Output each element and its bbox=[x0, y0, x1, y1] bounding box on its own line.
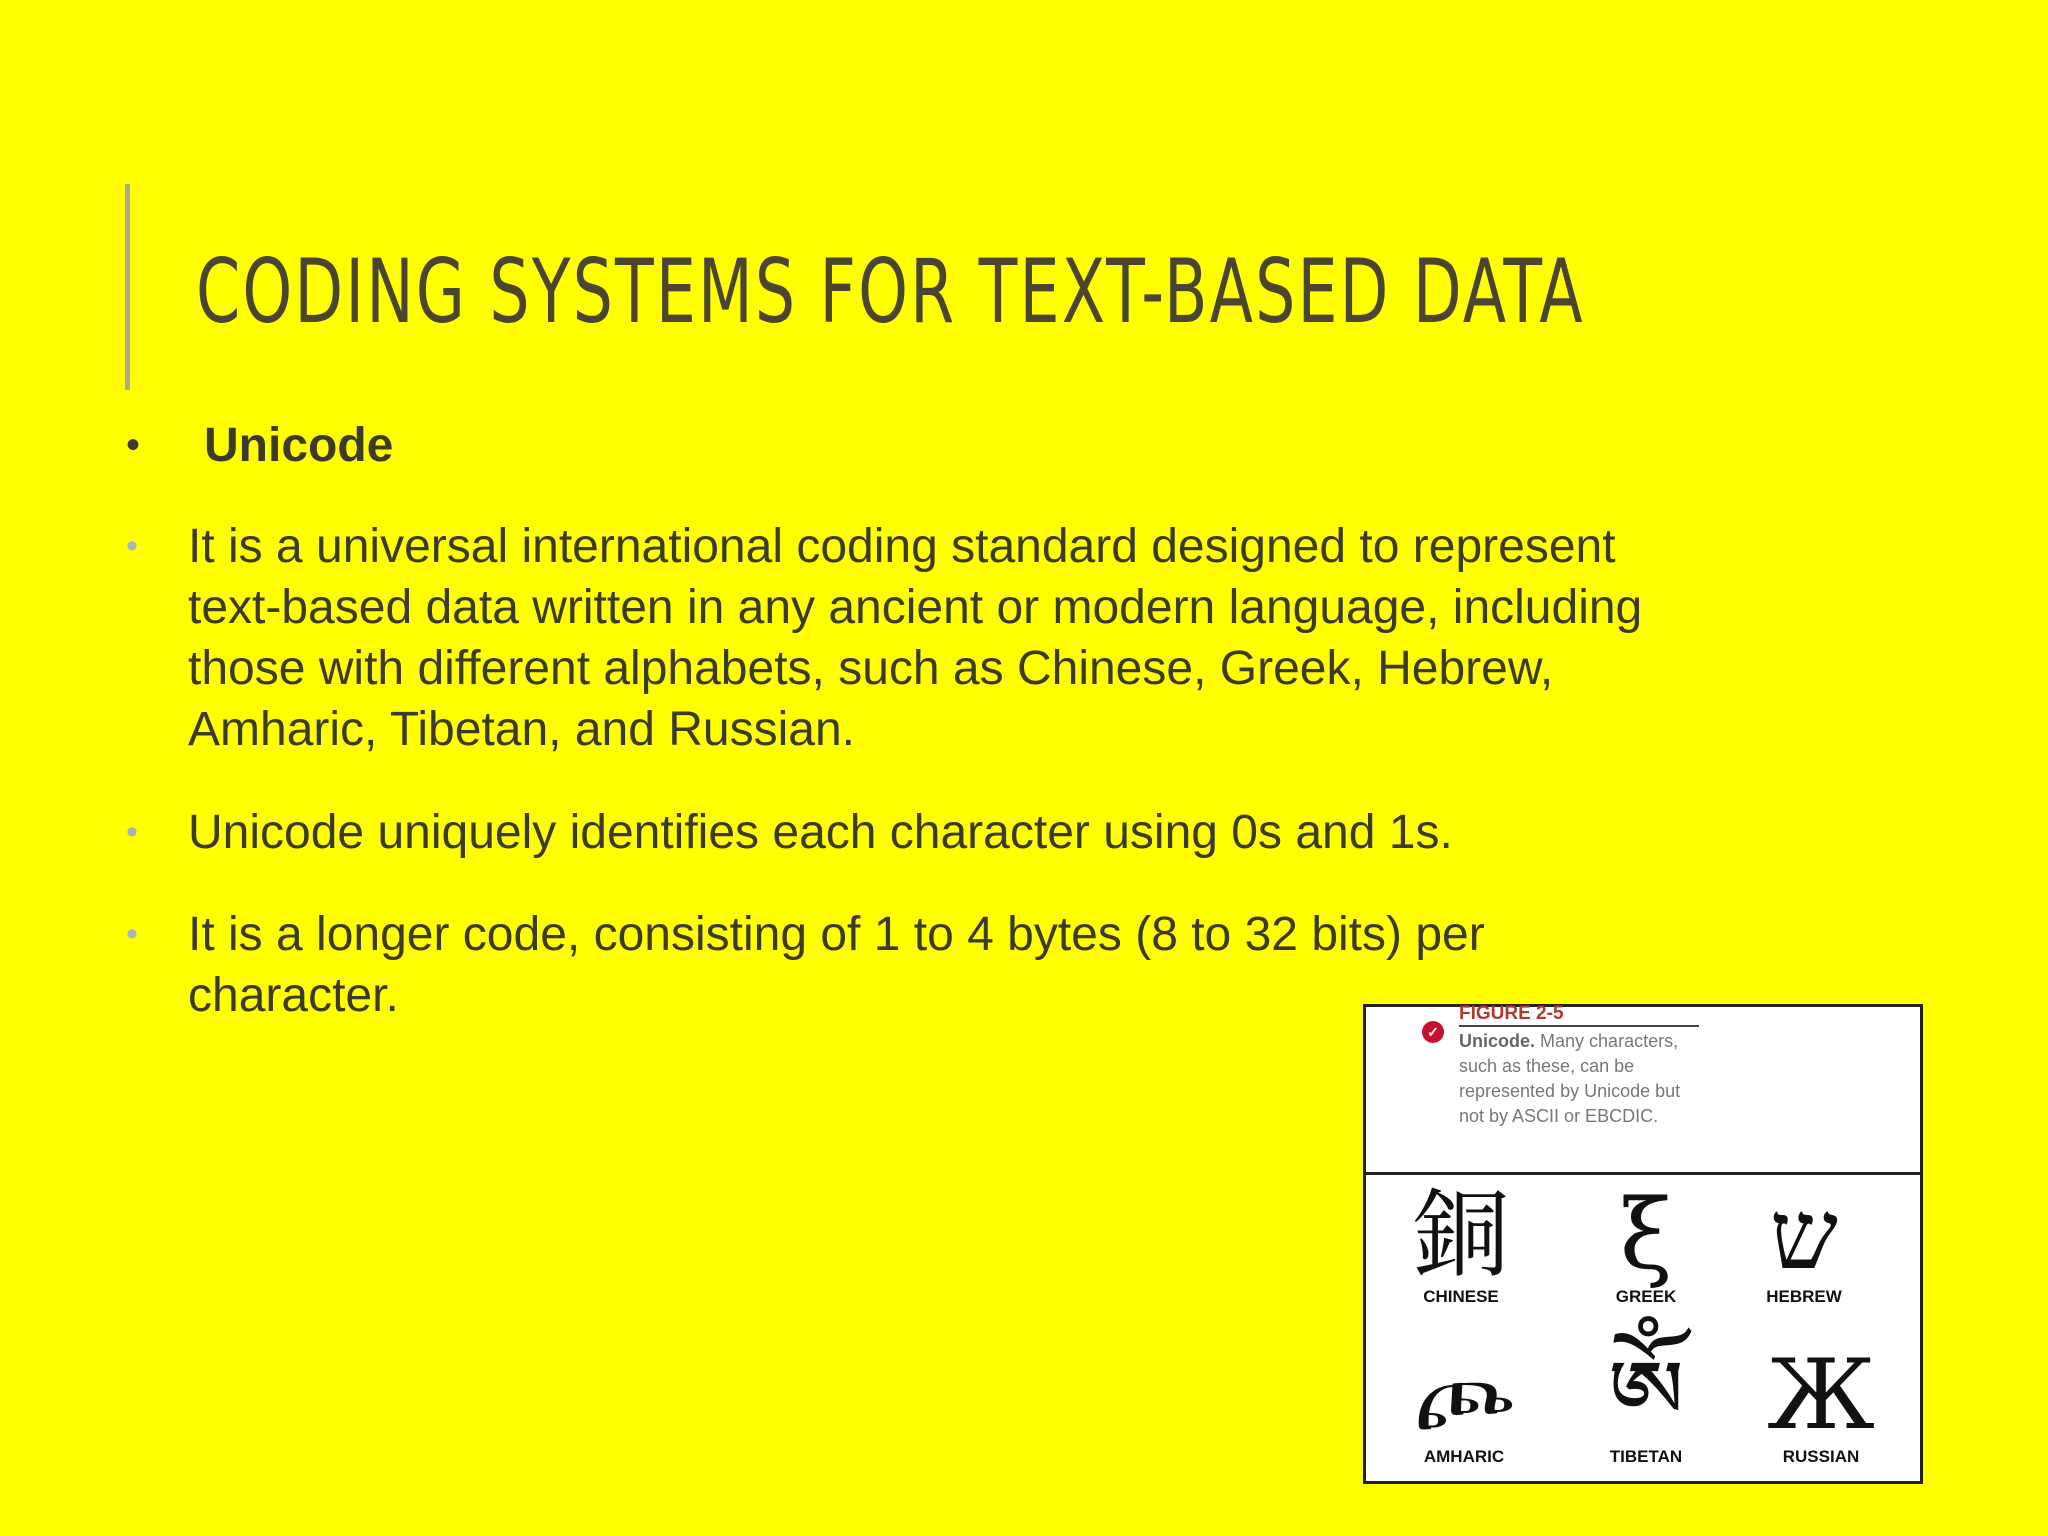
slide-title: CODING SYSTEMS FOR TEXT-BASED DATA bbox=[196, 240, 1585, 343]
glyph-cell-greek bbox=[1556, 1179, 1736, 1307]
bullet-2-text bbox=[188, 802, 1888, 863]
title-accent-bar bbox=[125, 184, 130, 390]
chinese-label: CHINESE bbox=[1423, 1287, 1499, 1306]
bullet-3-line: It is a longer code, consisting of 1 to 4 bytes (8 to 32 bits) per bbox=[188, 908, 1485, 961]
glyph-cell-russian bbox=[1731, 1339, 1911, 1467]
figure-description-text: Many characters, such as these, can be represented by Unicode but not by ASCII or EBCDIC. bbox=[1459, 1031, 1681, 1126]
bullet-1-text bbox=[188, 516, 1888, 760]
glyph-cell-hebrew bbox=[1714, 1179, 1894, 1307]
bullet-dot: • bbox=[126, 527, 138, 565]
bullet-3-line: character. bbox=[188, 969, 399, 1022]
figure-description bbox=[1459, 1029, 1704, 1129]
bullet-1-line: It is a universal international coding standard designed to represent bbox=[188, 520, 1616, 573]
bullet-1-line: those with different alphabets, such as Chinese, Greek, Hebrew, bbox=[188, 642, 1554, 695]
russian-glyph: Ж bbox=[1767, 1339, 1875, 1451]
greek-label: GREEK bbox=[1615, 1287, 1677, 1306]
bullet-heading-text: Unicode bbox=[204, 419, 394, 472]
russian-label: RUSSIAN bbox=[1782, 1447, 1860, 1466]
figure-label: FIGURE 2-5 bbox=[1459, 1003, 1699, 1027]
bullet-2-line: Unicode uniquely identifies each character using 0s and 1s. bbox=[188, 806, 1453, 859]
figure-caption bbox=[1366, 1003, 1920, 1175]
bullet-dot: • bbox=[126, 813, 138, 851]
glyph-cell-tibetan bbox=[1556, 1339, 1736, 1467]
amharic-glyph: ጮ bbox=[1413, 1339, 1515, 1451]
checkmark-icon: ✓ bbox=[1422, 1021, 1444, 1043]
tibetan-label: TIBETAN bbox=[1609, 1447, 1683, 1466]
unicode-figure-image bbox=[1363, 1004, 1923, 1484]
chinese-glyph: 銅 bbox=[1413, 1179, 1509, 1291]
tibetan-glyph: ༀ bbox=[1607, 1339, 1685, 1451]
glyph-cell-chinese bbox=[1371, 1179, 1551, 1307]
bullet-1-line: text-based data written in any ancient or modern language, including bbox=[188, 581, 1643, 634]
bullet-dot: • bbox=[126, 423, 141, 467]
greek-glyph: ξ bbox=[1619, 1179, 1673, 1291]
hebrew-glyph: ש bbox=[1770, 1179, 1838, 1291]
hebrew-label: HEBREW bbox=[1766, 1287, 1842, 1306]
figure-description-bold: Unicode. bbox=[1459, 1031, 1536, 1051]
amharic-label: AMHARIC bbox=[1423, 1447, 1505, 1466]
bullet-1-line: Amharic, Tibetan, and Russian. bbox=[188, 703, 856, 756]
bullet-dot: • bbox=[126, 915, 138, 953]
glyph-cell-amharic bbox=[1374, 1339, 1554, 1467]
glyph-grid bbox=[1366, 1175, 1920, 1481]
